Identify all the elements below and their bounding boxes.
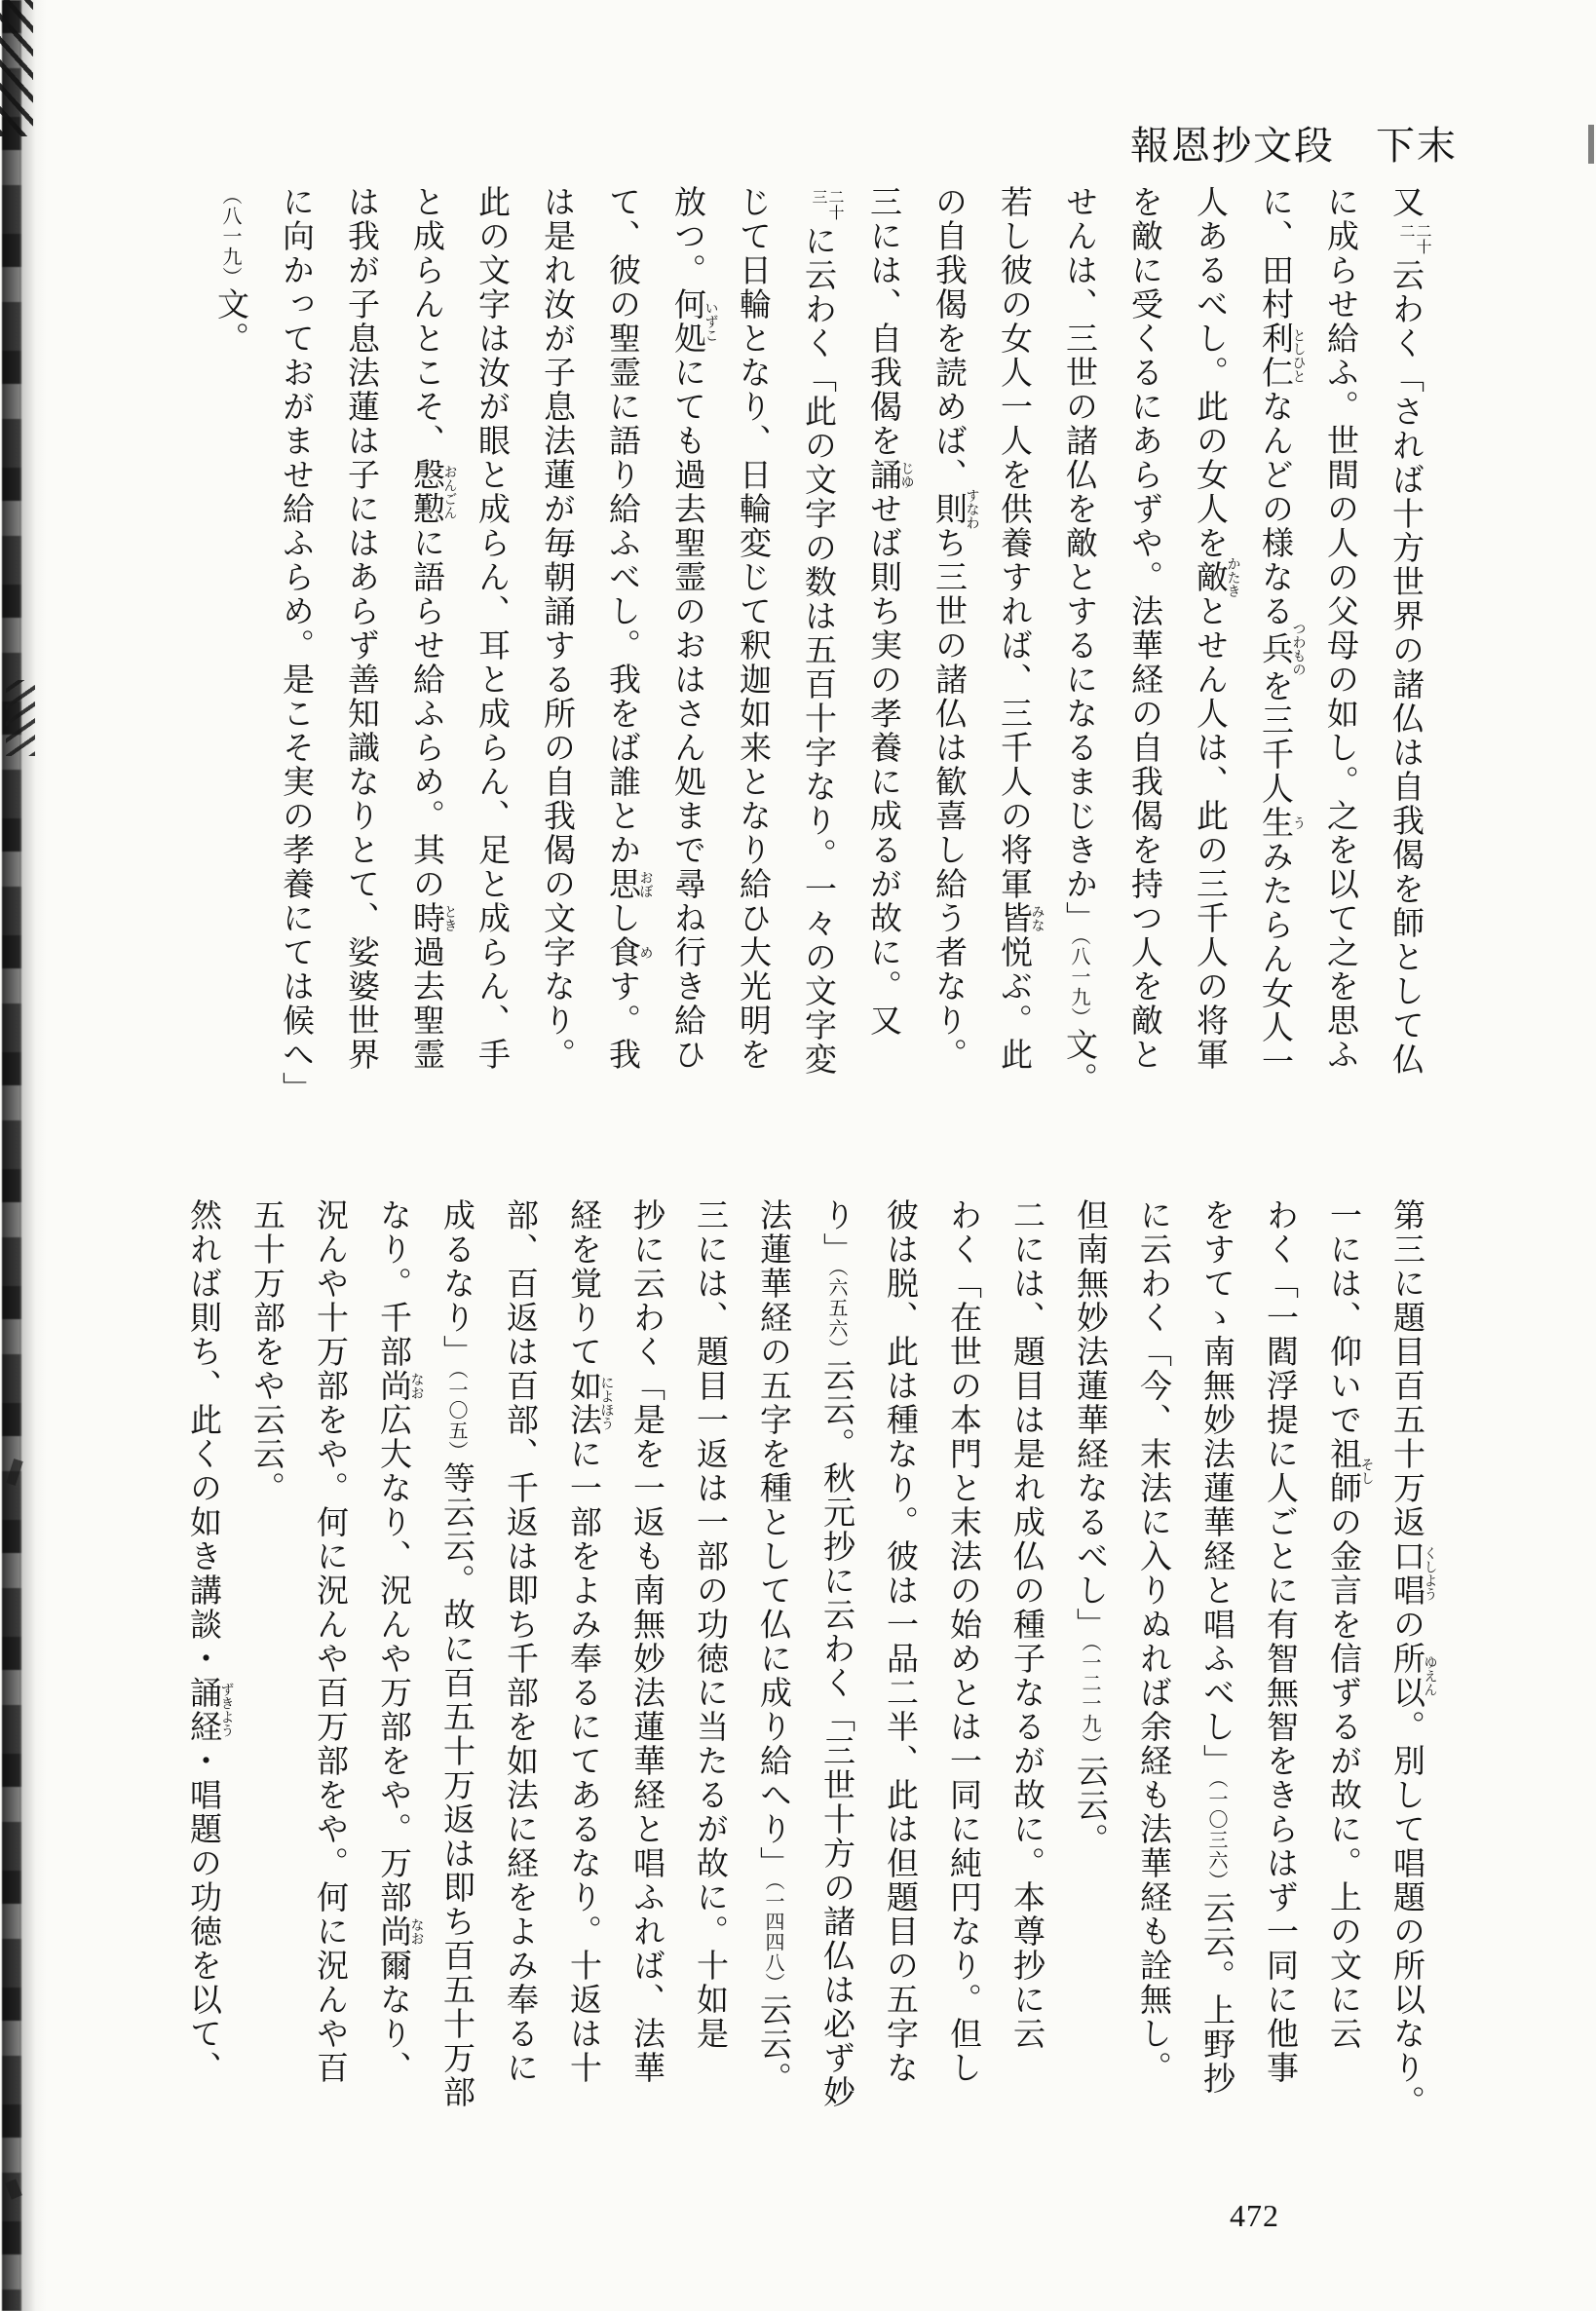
text-column: 人あるべし。此の女人を敵かたきとせん人は、此の三千人の将軍 [1192,185,1240,1072]
text-column: は我が子息法蓮は子にはあらず善知識なりとて、娑婆世界 [343,185,378,1072]
ruby-annotated-text: 則すなわ [931,488,979,530]
top-text-block [197,185,1437,1145]
text-column: り」（六五六）云云。秋元抄に云わく「三世十方の諸仏は必ず妙 [818,1198,854,2109]
text-column: 抄に云わく「是を一返も南無妙法蓮華経と唱ふれば、法華 [628,1198,664,2085]
text-column: わく「一閻浮提に人ごとに有智無智をきらはず一同に他事 [1262,1198,1297,2085]
text-column: 第三に題目百五十万返口唱くしようの所以ゆえん。別して唱題の所以なり。 [1388,1198,1437,2119]
text-column: 三には、自我偈を誦じゆせば則ち実の孝養に成るが故に。又 [865,185,914,1038]
citation-page-number: （一〇五） [445,1369,467,1461]
text-column: 況んや十万部をや。何に況んや百万部をや。何に況んや百 [312,1198,347,2085]
ruby-annotated-text: 生う [1257,806,1306,840]
text-column: 部、百返は百部、千返は即ち千部を如法に経をよみ奉るに [502,1198,537,2085]
text-column: を敵に受くるにあらずや。法華経の自我偈を持つ人を敵と [1126,185,1161,1072]
ruby-annotated-text: 時とき [408,901,457,935]
text-column: じて日輪となり、日輪変じて釈迦如来となり給ひ大光明を [735,185,770,1072]
binding-shadow-fade [19,0,47,2311]
text-column: 一には、仰いで祖師そしの金言を信ずるが故に。上の文に云 [1325,1198,1374,2051]
ruby-annotated-text: 誦じゆ [865,458,914,492]
ruby-annotated-text: 所以ゆえん [1388,1642,1437,1710]
text-column: 二十 三 に云わく「此の文字の数は五百十字なり。一々の文字変 [800,189,843,1077]
text-column: 此の文字は汝が眼と成らん、耳と成らん、足と成らん、手 [474,185,509,1072]
citation-page-number: （一四四八） [762,1880,783,1993]
text-column: に云わく「今、末法に入りぬれば余経も法華経も詮無し。 [1135,1198,1170,2085]
text-column: 然れば則ち、此くの如き講談・誦経ずきよう・唱題の功徳を以て、 [185,1198,234,2085]
text-column: は是れ汝が子息法蓮が毎朝誦する所の自我偈の文字なり。 [539,185,574,1072]
citation-page-number: （八一九） [219,185,241,287]
ruby-annotated-text: 何処いずこ [669,287,718,356]
text-column: 但南無妙法蓮華経なるべし」（一二一九）云云。 [1072,1198,1107,1857]
text-column: （八一九）文。 [212,185,247,356]
ruby-annotated-text: 慇懃おんごん [408,458,457,526]
ruby-annotated-text: 如法によほう [565,1369,614,1437]
bottom-text-block [171,1198,1437,2158]
citation-page-number: （六五六） [825,1267,847,1359]
text-column: と成らんとこそ、慇懃おんごんに語らせ給ふらめ。其の時とき過去聖霊 [408,185,457,1072]
ruby-annotated-text: 誦経ずきよう [185,1676,234,1744]
ruby-annotated-text: 口唱くしよう [1388,1539,1437,1608]
text-column: に、田村利仁としひとなんどの様なる兵つわものを三千人生うみたらん女人一 [1257,185,1306,1079]
text-column: 彼は脱、此は種なり。彼は一品二半、此は但題目の五字な [882,1198,917,2085]
text-column: 五十万部をや云云。 [248,1198,284,1505]
ruby-annotated-text: 兵つわもの [1257,622,1306,676]
text-column: の自我偈を読めば、則すなわち三世の諸仏は歓喜し給う者なり。 [931,185,979,1072]
text-column: 二には、題目は是れ成仏の種子なるが故に。本尊抄に云 [1008,1198,1044,2051]
page-number: 472 [1230,2198,1279,2233]
text-column: 法蓮華経の五字を種として仏に成り給へり」（一四四八）云云。 [755,1198,790,2096]
text-column: に向かっておがませ給ふらめ。是こそ実の孝養にては候へ」 [278,185,313,1106]
warichu-number: 二十 三 [810,189,843,220]
text-column: 三には、題目一返は一部の功徳に当たるが故に。十如是 [692,1198,727,2051]
text-column: 放つ。何処いずこにても過去聖霊のおはさん処まで尋ね行き給ひ [669,185,718,1072]
text-column: に成らせ給ふ。世間の人の父母の如し。之を以て之を思ふ [1322,185,1357,1072]
ruby-annotated-text: 尚なお [375,1914,424,1949]
text-column: 成るなり」（一〇五）等云云。故に百五十万返は即ち百五十万部 [438,1198,474,2109]
text-column: 若し彼の女人一人を供養すれば、三千人の将軍皆みな悦ぶ。此 [996,185,1045,1072]
ruby-annotated-text: 皆みな [996,901,1045,935]
ruby-annotated-text: 利仁としひと [1257,322,1306,390]
ruby-annotated-text: 祖師そし [1325,1437,1374,1505]
binding-shadow [2,0,21,2311]
citation-page-number: （一二一九） [1079,1642,1100,1755]
citation-page-number: （八一九） [1068,935,1089,1028]
warichu-number: 二十 二 [1397,223,1430,254]
scan-artifact [1588,125,1594,164]
text-column: わく「在世の本門と末法の始めとは一同に純円なり。但し [945,1198,980,2085]
text-column: 経を覚りて如法によほうに一部をよみ奉るにてあるなり。十返は十 [565,1198,614,2085]
ruby-annotated-text: 食め [604,935,653,969]
citation-page-number: （一〇三六） [1205,1778,1227,1891]
ruby-annotated-text: 敵かたき [1192,556,1240,598]
text-column: をすてゝ南無妙法蓮華経と唱ふべし」（一〇三六）云云。上野抄 [1198,1198,1234,2096]
text-column: 又 二十 二 云わく「されば十方世界の諸仏は自我偈を師として仏 [1387,185,1430,1077]
scan-artifact [6,680,35,756]
running-head-title: 報恩抄文段 下末 [1130,124,1458,168]
text-column: て、彼の聖霊に語り給ふべし。我をば誰とか思おぼし食めす。我 [604,185,653,1072]
scan-artifact [0,0,33,136]
text-column: なり。千部尚なお広大なり、況んや万部をや。万部尚なお爾なり、 [375,1198,424,2085]
ruby-annotated-text: 思おぼ [604,867,653,901]
text-column: せんは、三世の諸仏を敵とするになるまじきか」（八一九）文。 [1061,185,1096,1096]
ruby-annotated-text: 尚なお [375,1369,424,1403]
